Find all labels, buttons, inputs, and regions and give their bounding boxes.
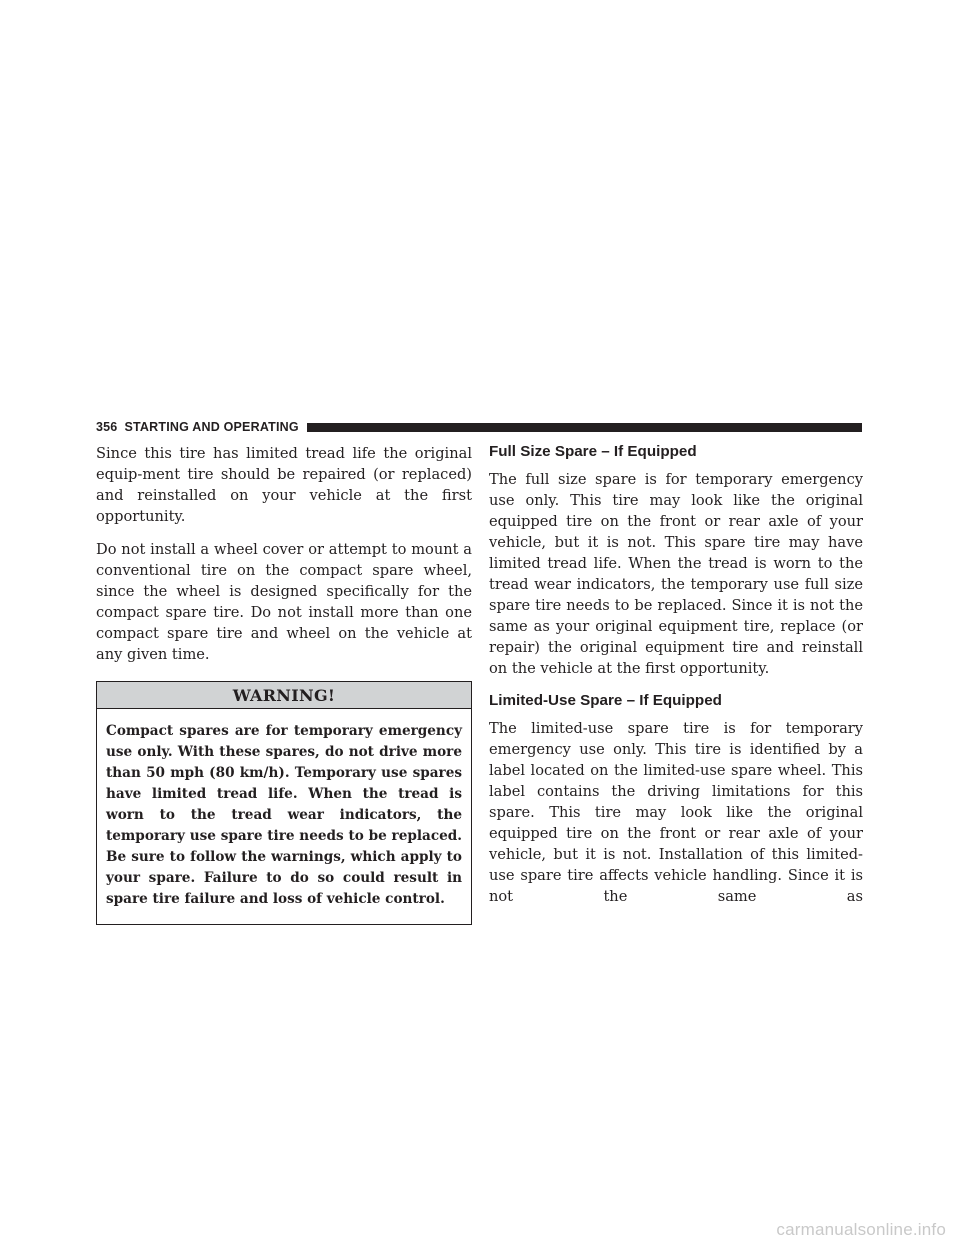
watermark: carmanualsonline.info (776, 1220, 946, 1239)
heading-limited-use-spare: Limited-Use Spare – If Equipped (489, 692, 722, 709)
right-column (489, 443, 863, 919)
paragraph-wheel-cover: Do not install a wheel cover or attempt to mount a conventional tire on the compact spare wheel, since the wheel is designed specifically for the compact spare tire. Do not install more than one compact spare tire and wheel on the vehicle at any given time. (96, 541, 472, 663)
paragraph-full-size-spare: The full size spare is for temporary emergency use only. This tire may look like the original equipped tire on the front or rear axle of your vehicle, but it is not. This spare tire may have limited tread life. When the tread is worn to the tread wear indicators, the temporary use full size spare tire needs to be replaced. Since it is not the same as your original equipment tire, replace (or repair) the original equipment tire and reinstall on the vehicle at the first opportunity. (489, 471, 863, 677)
warning-box (96, 681, 472, 925)
section-title: STARTING AND OPERATING (124, 420, 299, 434)
page-header (96, 420, 862, 434)
left-column (96, 443, 472, 925)
header-rule (307, 423, 862, 432)
paragraph-repair: Since this tire has limited tread life the original equip-ment tire should be repaired (or replaced) and reinstalled on your vehicle at the first opportunity. (96, 445, 472, 525)
paragraph-limited-use-spare: The limited-use spare tire is for temporary emergency use only. This tire is identified by a label located on the limited-use spare wheel. This label contains the driving limitations for this spare. This tire may look like the original equipped tire on the front or rear axle of your vehicle, but it is not. Installation of this limited-use spare tire affects vehicle handling. Since it is not the same as (489, 720, 863, 905)
warning-body: Compact spares are for temporary emergency use only. With these spares, do not drive more than 50 mph (80 km/h). Temporary use spares have limited tread life. When the tread is worn to the tread wear indicators, the temporary use spare tire needs to be replaced. Be sure to follow the warnings, which apply to your spare. Failure to do so could result in spare tire failure and loss of vehicle control. (106, 723, 462, 907)
warning-title: WARNING! (97, 682, 471, 709)
page-number: 356 (96, 420, 118, 434)
heading-full-size-spare: Full Size Spare – If Equipped (489, 443, 697, 460)
